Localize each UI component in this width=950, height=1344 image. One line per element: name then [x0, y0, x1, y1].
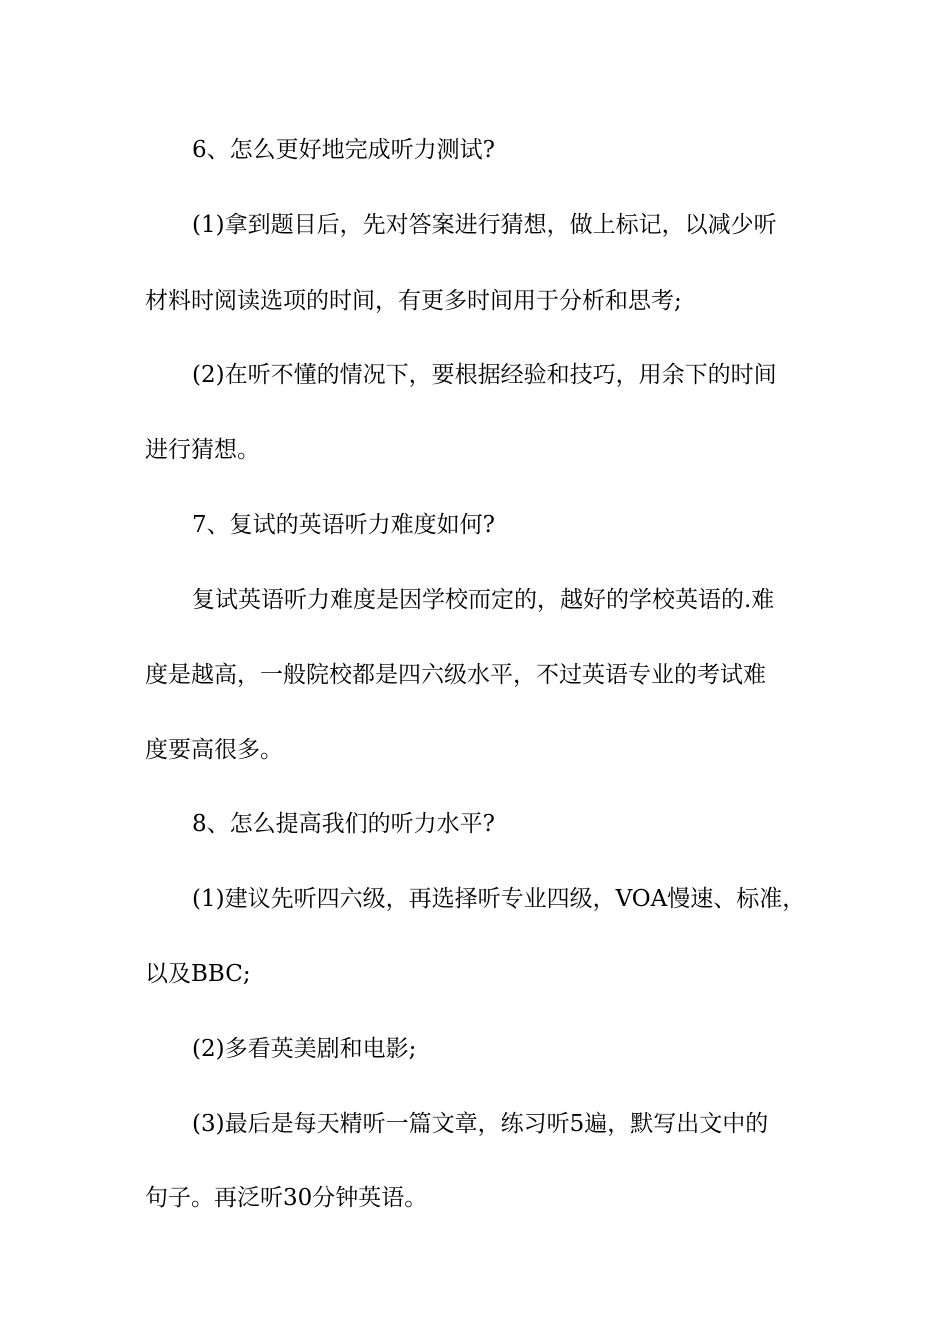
answer-7-line-3: 度要高很多。: [145, 737, 283, 763]
answer-8-item-3-line-2: 句子。再泛听30分钟英语。: [145, 1185, 428, 1211]
answer-7-line-2: 度是越高，一般院校都是四六级水平，不过英语专业的考试难: [145, 662, 766, 688]
question-6-heading: 6、怎么更好地完成听力测试?: [192, 137, 495, 163]
question-8-heading: 8、怎么提高我们的听力水平?: [192, 811, 495, 837]
answer-7-line-1: 复试英语听力难度是因学校而定的，越好的学校英语的.难: [192, 587, 775, 613]
answer-6-item-1-line-1: (1)拿到题目后，先对答案进行猜想，做上标记，以减少听: [192, 212, 777, 238]
question-7-heading: 7、复试的英语听力难度如何?: [192, 512, 495, 538]
answer-8-item-1-line-2: 以及BBC;: [145, 961, 251, 987]
answer-6-item-2-line-2: 进行猜想。: [145, 437, 260, 463]
answer-8-item-1-line-1: (1)建议先听四六级，再选择听专业四级，VOA慢速、标准，: [192, 886, 806, 912]
answer-6-item-1-line-2: 材料时阅读选项的时间，有更多时间用于分析和思考;: [145, 288, 682, 314]
answer-6-item-2-line-1: (2)在听不懂的情况下，要根据经验和技巧，用余下的时间: [192, 362, 777, 388]
answer-8-item-3-line-1: (3)最后是每天精听一篇文章，练习听5遍，默写出文中的: [192, 1111, 769, 1137]
answer-8-item-2: (2)多看英美剧和电影;: [192, 1036, 417, 1062]
